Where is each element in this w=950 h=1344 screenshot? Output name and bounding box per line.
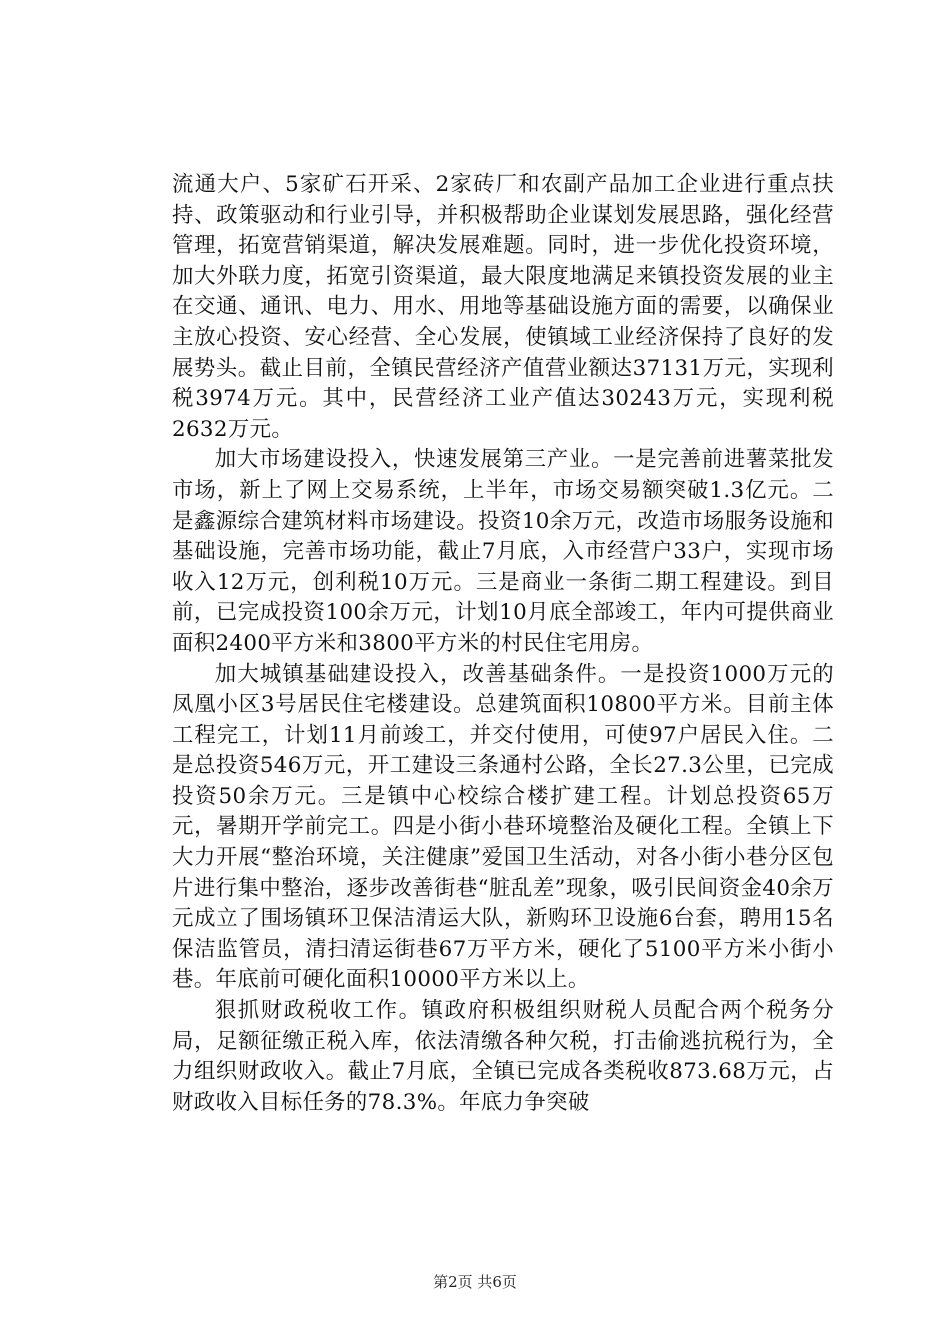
- paragraph-continuation: 流通大户、5家矿石开采、2家砖厂和农副产品加工企业进行重点扶持、政策驱动和行业引导，并积极帮助企业谋划发展思路，强化经营管理，拓宽营销渠道，解决发展难题。同时，进一步优化投资环境，加大外联力度，拓宽引资渠道，最大限度地满足来镇投资发展的业主在交通、通讯、电力、用水、用地等基础设施方面的需要，以确保业主放心投资、安心经营、全心发展，使镇域工业经济保持了良好的发展势头。截止目前，全镇民营经济产值营业额达37131万元，实现利税3974万元。其中，民营经济工业产值达30243万元，实现利税2632万元。: [172, 172, 834, 442]
- document-body: [172, 170, 834, 1118]
- paragraph-fiscal-tax: 狠抓财政税收工作。镇政府积极组织财税人员配合两个税务分局，足额征缴正税入库，依法清缴各种欠税，打击偷逃抗税行为，全力组织财政收入。截止7月底，全镇已完成各类税收873.68万元，占财政收入目标任务的78.3%。年底力争突破: [172, 998, 834, 1115]
- paragraph-market-construction: 加大市场建设投入，快速发展第三产业。一是完善前进薯菜批发市场，新上了网上交易系统，上半年，市场交易额突破1.3亿元。二是鑫源综合建筑材料市场建设。投资10余万元，改造市场服务设施和基础设施，完善市场功能，截止7月底，入市经营户33户，实现市场收入12万元，创利税10万元。三是商业一条街二期工程建设。到目前，已完成投资100余万元，计划10月底全部竣工，年内可提供商业面积2400平方米和3800平方米的村民住宅用房。: [172, 447, 834, 656]
- page-number: 第2页 共6页: [433, 1273, 517, 1291]
- page-footer: [0, 1271, 950, 1292]
- paragraph-town-infrastructure: 加大城镇基础建设投入，改善基础条件。一是投资1000万元的凤凰小区3号居民住宅楼建设。总建筑面积10800平方米。目前主体工程完工，计划11月前竣工，并交付使用，可使97户居民入住。二是总投资546万元，开工建设三条通村公路，全长27.3公里，已完成投资50余万元。三是镇中心校综合楼扩建工程。计划总投资65万元，暑期开学前完工。四是小街小巷环境整治及硬化工程。全镇上下大力开展“整治环境，关注健康”爱国卫生活动，对各小街小巷分区包片进行集中整治，逐步改善街巷“脏乱差”现象，吸引民间资金40余万元成立了围场镇环卫保洁清运大队，新购环卫设施6台套，聘用15名保洁监管员，清扫清运街巷67万平方米，硬化了5100平方米小街小巷。年底前可硬化面积10000平方米以上。: [172, 661, 834, 993]
